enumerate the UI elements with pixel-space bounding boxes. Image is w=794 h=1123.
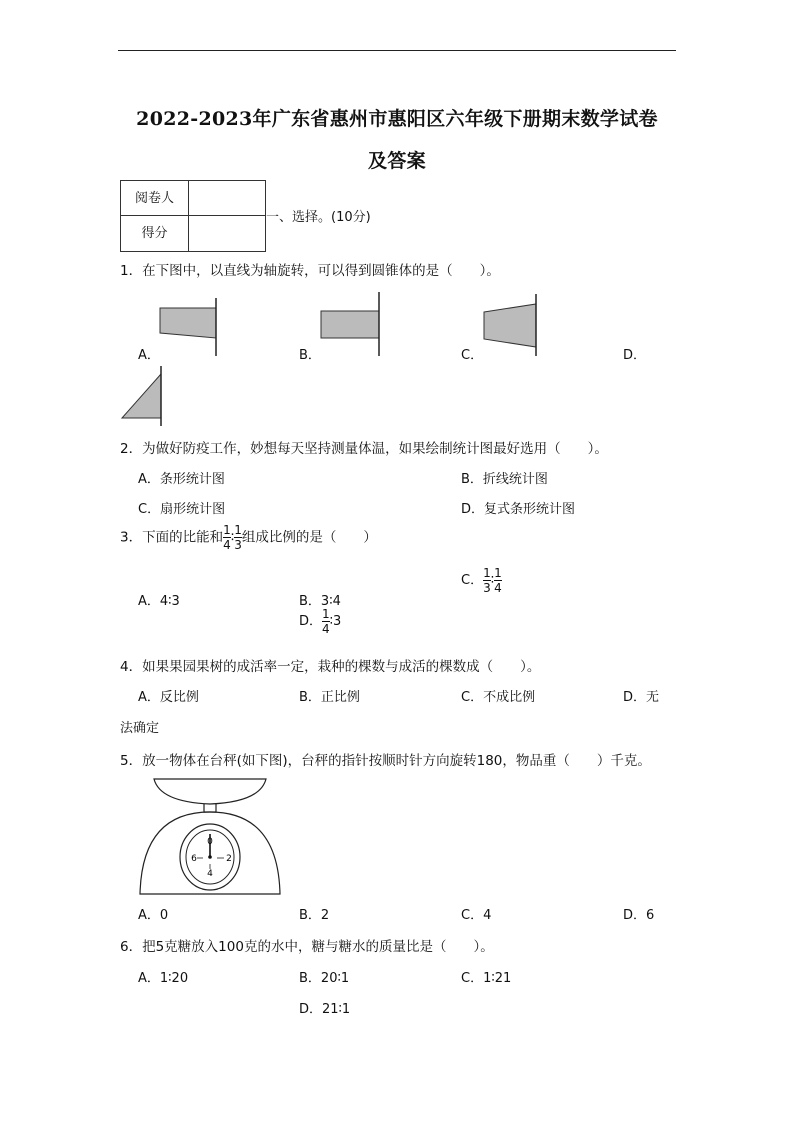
q4-option-b: B．正比例: [299, 690, 360, 705]
q3-option-d: D． $\frac{1}{4}$ ∶3: [299, 607, 342, 636]
q3-option-c: C． $\frac{1}{3}$ ∶ $\frac{1}{4}$: [461, 566, 502, 595]
dial-label-6: 6: [191, 854, 197, 864]
q4-option-a: A．反比例: [138, 690, 199, 705]
q4-option-c: C．不成比例: [461, 690, 536, 705]
q2-option-a: A．条形统计图: [138, 472, 225, 487]
score-box: [120, 180, 266, 252]
scale-neck: [204, 804, 216, 812]
reviewer-label: 阅卷人: [121, 181, 189, 216]
scale-figure: [138, 776, 288, 898]
q6-option-a: A．1∶20: [138, 971, 189, 986]
q2-option-d: D．复式条形统计图: [461, 502, 576, 517]
q2-option-c: C．扇形统计图: [138, 502, 226, 517]
q2-option-b: B．折线统计图: [461, 472, 548, 487]
scale-pan: [154, 779, 266, 804]
q1-option-b: B．: [299, 348, 321, 363]
q4-option-d: D．无: [623, 690, 660, 705]
section-heading: 一、选择。(10分): [266, 210, 371, 225]
header-rule: [118, 50, 676, 51]
q3-option-b: B．3∶4: [299, 594, 341, 609]
q5-option-a: A．0: [138, 908, 169, 923]
q3-fraction-2: $\frac{1}{3}$: [234, 523, 242, 552]
q3-suffix: 组成比例的是（ ）: [241, 529, 377, 546]
q3-colon: ∶: [230, 529, 235, 546]
q6-option-c: C．1∶21: [461, 971, 512, 986]
dial-label-4: 4: [207, 869, 213, 879]
page-title-line2: 及答案: [368, 150, 426, 172]
q3-prefix: 3．下面的比能和: [120, 529, 224, 546]
page-title: 2022-2023年广东省惠州市惠阳区六年级下册期末数学试卷: [136, 108, 658, 130]
question-4: 4．如果果园果树的成活率一定，栽种的棵数与成活的棵数成（ ）。: [120, 659, 541, 675]
dial-label-2: 2: [226, 854, 232, 864]
question-5: 5．放一物体在台秤(如下图)，台秤的指针按顺时针方向旋转180，物品重（ ）千克。: [120, 753, 651, 769]
question-3: [120, 523, 377, 552]
q1-option-d: D．: [623, 348, 647, 363]
q1-figures: [120, 290, 680, 430]
q1-option-a: A．: [138, 348, 160, 363]
figure-a-shape: [160, 308, 216, 338]
q6-option-b: B．20∶1: [299, 971, 350, 986]
reviewer-cell: [189, 181, 265, 216]
question-6: 6．把5克糖放入100克的水中，糖与糖水的质量比是（ ）。: [120, 939, 494, 955]
scale-needle-pivot: [208, 855, 212, 859]
dial-label-0: 0: [207, 837, 213, 847]
figure-c-shape: [484, 304, 536, 347]
q4-option-d-wrap: 法确定: [120, 721, 160, 736]
figure-d-shape: [122, 374, 161, 418]
q5-option-c: C．4: [461, 908, 492, 923]
question-1: 1．在下图中，以直线为轴旋转，可以得到圆锥体的是（ ）。: [120, 263, 500, 279]
q3-fraction-1: $\frac{1}{4}$: [223, 523, 231, 552]
q5-option-d: D．6: [623, 908, 655, 923]
q6-option-d: D．21∶1: [299, 1002, 351, 1017]
q5-option-b: B．2: [299, 908, 330, 923]
q1-option-c: C．: [461, 348, 484, 363]
figure-b-shape: [321, 311, 379, 338]
q3-option-a: A．4∶3: [138, 594, 180, 609]
score-label: 得分: [121, 216, 189, 251]
question-2: 2．为做好防疫工作，妙想每天坚持测量体温，如果绘制统计图最好选用（ ）。: [120, 441, 608, 457]
score-cell: [189, 216, 265, 251]
